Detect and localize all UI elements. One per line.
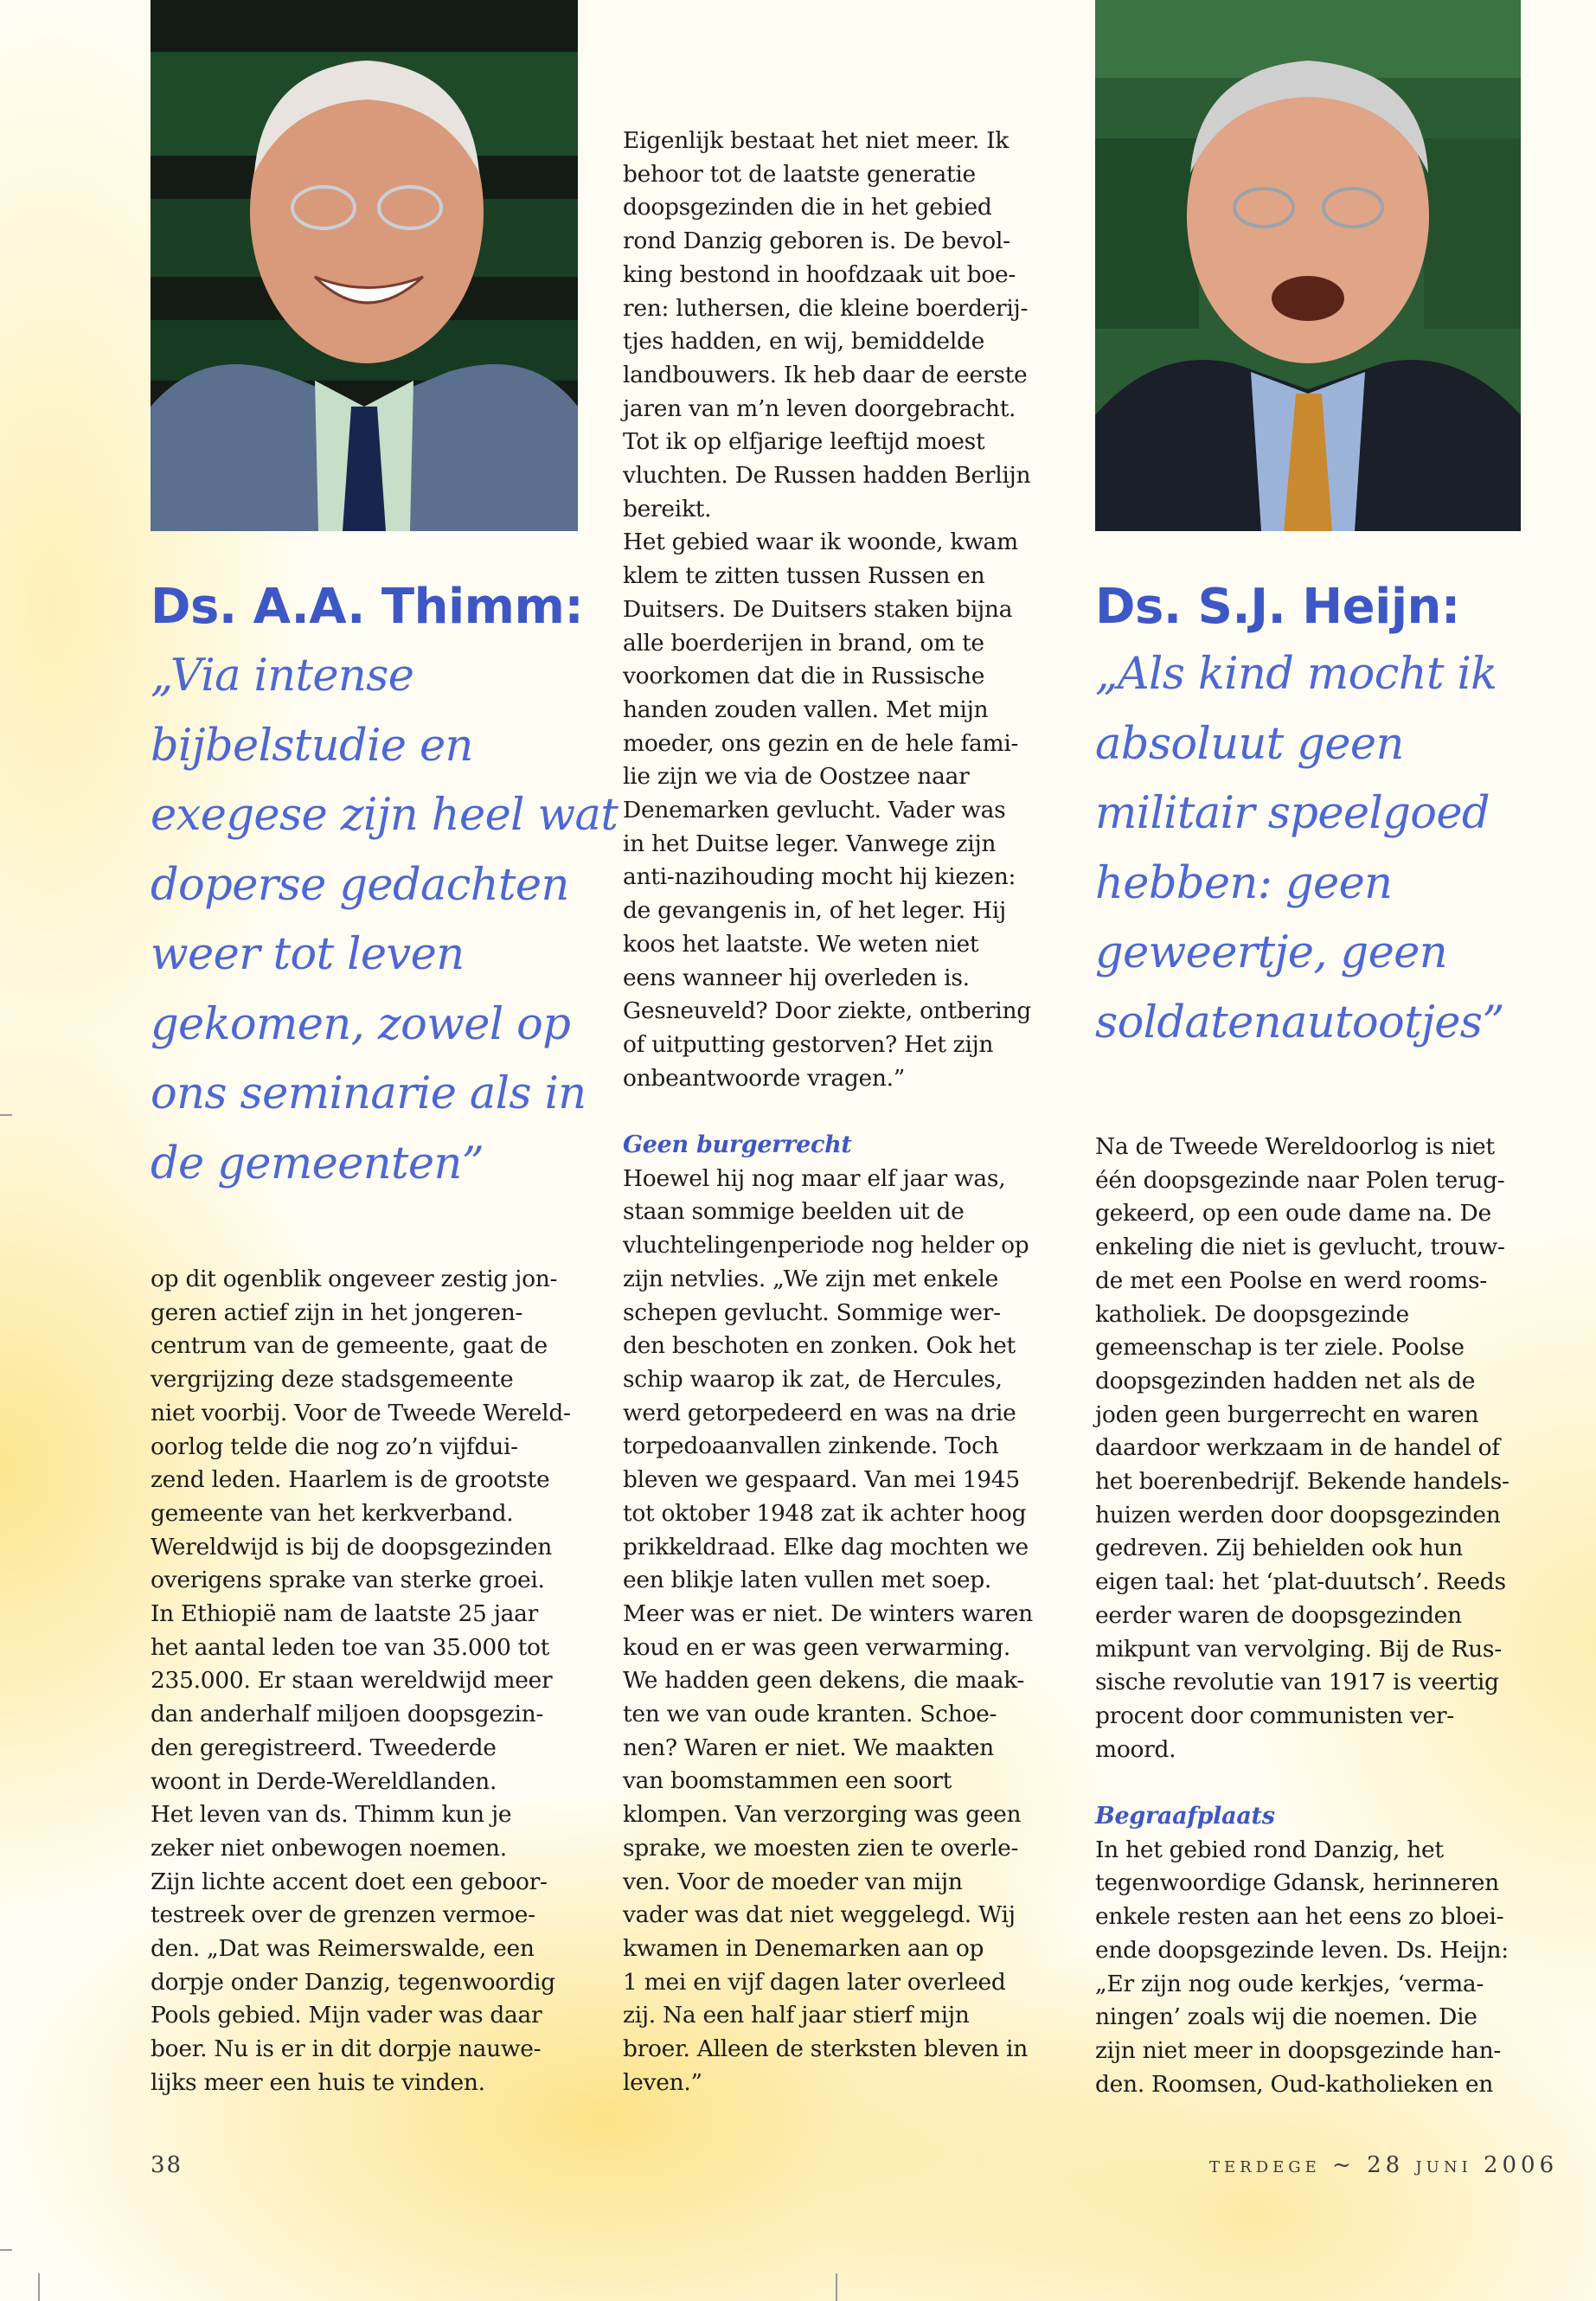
- text-line: Meer was er niet. De winters waren: [623, 1599, 1033, 1627]
- text-line: broer. Alleen de sterksten bleven in: [623, 2035, 1028, 2063]
- text-line: één doopsgezinde naar Polen terug-: [1095, 1166, 1505, 1194]
- text-line: een blikje laten vullen met soep.: [623, 1567, 992, 1594]
- text-line: woont in Derde-Wereldlanden.: [151, 1767, 497, 1795]
- text-line: overigens sprake van sterke groei.: [151, 1567, 545, 1594]
- text-line: zijn niet meer in doopsgezinde han-: [1095, 2036, 1502, 2064]
- quote-line: exegese zijn heel wat: [151, 790, 619, 841]
- text-line: tegenwoordige Gdansk, herinneren: [1095, 1869, 1499, 1897]
- text-line: We hadden geen dekens, die maak-: [623, 1667, 1025, 1695]
- text-line: geren actief zijn in het jongeren-: [151, 1298, 523, 1326]
- text-line: de gevangenis in, of het leger. Hij: [623, 897, 1006, 925]
- text-line: Duitsers. De Duitsers staken bijna: [623, 595, 1013, 623]
- text-line: het aantal leden toe van 35.000 tot: [151, 1633, 550, 1661]
- text-line: jaren van m’n leven doorgebracht.: [623, 394, 1016, 422]
- publication-footer: terdege ~ 28 juni 2006: [1209, 2152, 1559, 2178]
- article-column-2: [623, 125, 1055, 2099]
- text-line: tot oktober 1948 zat ik achter hoog: [623, 1499, 1027, 1527]
- text-line: gemeenschap is ter ziele. Poolse: [1095, 1334, 1465, 1362]
- section-subheading: Geen burgerrecht: [623, 1131, 852, 1159]
- text-line: bereikt.: [623, 495, 712, 522]
- text-line: den geregistreerd. Tweederde: [151, 1734, 497, 1761]
- text-line: eerder waren de doopsgezinden: [1095, 1601, 1462, 1629]
- text-line: centrum van de gemeente, gaat de: [151, 1332, 548, 1360]
- text-line: werd getorpedeerd en was na drie: [623, 1399, 1016, 1426]
- text-line: lie zijn we via de Oostzee naar: [623, 763, 970, 791]
- text-line: In het gebied rond Danzig, het: [1095, 1836, 1444, 1863]
- text-line: „Er zijn nog oude kerkjes, ‘verma-: [1095, 1970, 1484, 1997]
- text-line: procent door communisten ver-: [1095, 1702, 1454, 1729]
- text-line: king bestond in hoofdzaak uit boe-: [623, 260, 1016, 288]
- text-line: leven.”: [623, 2068, 702, 2096]
- text-line: daardoor werkzaam in de handel of: [1095, 1434, 1500, 1462]
- text-line: enkeling die niet is gevlucht, trouw-: [1095, 1234, 1505, 1261]
- section-subheading: Begraafplaats: [1095, 1803, 1275, 1830]
- text-line: ende doopsgezinde leven. Ds. Heijn:: [1095, 1936, 1509, 1964]
- text-line: klem te zitten tussen Russen en: [623, 562, 985, 590]
- text-line: op dit ogenblik ongeveer zestig jon-: [151, 1266, 558, 1292]
- text-line: torpedoaanvallen zinkende. Toch: [623, 1433, 999, 1460]
- text-line: niet voorbij. Voor de Tweede Wereld-: [151, 1399, 571, 1426]
- text-line: gemeente van het kerkverband.: [151, 1499, 514, 1527]
- text-line: behoor tot de laatste generatie: [623, 160, 976, 188]
- text-line: dan anderhalf miljoen doopsgezin-: [151, 1701, 544, 1728]
- text-line: koos het laatste. We weten niet: [623, 930, 979, 958]
- text-line: Denemarken gevlucht. Vader was: [623, 797, 1006, 824]
- text-line: zij. Na een half jaar stierf mijn: [623, 2002, 970, 2029]
- text-line: of uitputting gestorven? Het zijn: [623, 1030, 994, 1058]
- text-line: zijn netvlies. „We zijn met enkele: [623, 1265, 999, 1292]
- portrait-photo-heijn: [1095, 0, 1521, 531]
- crop-mark: [0, 2249, 12, 2251]
- text-line: zend leden. Haarlem is de grootste: [151, 1466, 550, 1494]
- text-line: vluchten. De Russen hadden Berlijn: [623, 462, 1031, 490]
- quote-line: absoluut geen: [1095, 718, 1404, 770]
- text-line: Wereldwijd is bij de doopsgezinden: [151, 1533, 553, 1561]
- text-line: Na de Tweede Wereldoorlog is niet: [1095, 1133, 1495, 1160]
- text-line: dorpje onder Danzig, tegenwoordig: [151, 1968, 555, 1996]
- pull-quote-thimm: [151, 642, 618, 1199]
- text-line: den. „Dat was Reimerswalde, een: [151, 1935, 535, 1963]
- text-line: nen? Waren er niet. We maakten: [623, 1734, 994, 1761]
- text-line: den beschoten en zonken. Ook het: [623, 1332, 1016, 1360]
- text-line: Pools gebied. Mijn vader was daar: [151, 2002, 542, 2029]
- quote-line: bijbelstudie en: [151, 720, 473, 772]
- text-line: landbouwers. Ik heb daar de eerste: [623, 361, 1028, 388]
- paragraph-gap: [623, 1095, 1055, 1129]
- text-line: onbeantwoorde vragen.”: [623, 1064, 906, 1092]
- quote-line: hebben: geen: [1095, 857, 1393, 909]
- article-column-1: [151, 1263, 600, 2100]
- text-line: sische revolutie van 1917 is veertig: [1095, 1669, 1499, 1696]
- text-line: schip waarop ik zat, de Hercules,: [623, 1366, 1003, 1393]
- text-line: de met een Poolse en werd rooms-: [1095, 1266, 1487, 1294]
- text-line: Tot ik op elfjarige leeftijd moest: [623, 428, 985, 456]
- pull-quote-heijn: [1095, 640, 1504, 1058]
- text-line: testreek over de grenzen vermoe-: [151, 1901, 535, 1929]
- text-line: anti-nazihouding mocht hij kiezen:: [623, 863, 1016, 891]
- text-line: boer. Nu is er in dit dorpje nauwe-: [151, 2035, 542, 2063]
- text-line: den. Roomsen, Oud-katholieken en: [1095, 2070, 1493, 2098]
- text-line: mikpunt van vervolging. Bij de Rus-: [1095, 1635, 1502, 1663]
- text-line: vader was dat niet weggelegd. Wij: [623, 1901, 1016, 1929]
- text-line: lijks meer een huis te vinden.: [151, 2068, 485, 2096]
- text-line: joden geen burgerrecht en waren: [1095, 1400, 1479, 1428]
- text-line: voorkomen dat die in Russische: [623, 663, 985, 690]
- text-line: van boomstammen een soort: [623, 1767, 952, 1795]
- text-line: 235.000. Er staan wereldwijd meer: [151, 1667, 553, 1695]
- text-line: moord.: [1095, 1735, 1176, 1763]
- text-line: Gesneuveld? Door ziekte, ontbering: [623, 997, 1031, 1025]
- text-line: bleven we gespaard. Van mei 1945: [623, 1466, 1020, 1494]
- text-line: Het leven van ds. Thimm kun je: [151, 1801, 512, 1829]
- quote-line: „Als kind mocht ik: [1095, 649, 1497, 700]
- text-line: tjes hadden, en wij, bemiddelde: [623, 328, 985, 356]
- text-line: oorlog telde die nog zo’n vijfdui-: [151, 1433, 518, 1460]
- text-line: huizen werden door doopsgezinden: [1095, 1501, 1501, 1529]
- text-line: eigen taal: het ‘plat-duutsch’. Reeds: [1095, 1568, 1506, 1596]
- quote-line: de gemeenten”: [151, 1138, 484, 1189]
- text-line: handen zouden vallen. Met mijn: [623, 695, 989, 723]
- text-line: ningen’ zoals wij die noemen. Die: [1095, 2003, 1477, 2031]
- text-line: Eigenlijk bestaat het niet meer. Ik: [623, 127, 1009, 154]
- text-line: moeder, ons gezin en de hele fami-: [623, 729, 1019, 757]
- portrait-illustration: [1095, 0, 1521, 531]
- text-line: schepen gevlucht. Sommige wer-: [623, 1298, 1001, 1326]
- text-line: 1 mei en vijf dagen later overleed: [623, 1968, 1006, 1996]
- text-line: Hoewel hij nog maar elf jaar was,: [623, 1164, 1006, 1192]
- text-line: het boerenbedrijf. Bekende handels-: [1095, 1468, 1509, 1496]
- text-line: kwamen in Denemarken aan op: [623, 1934, 984, 1962]
- quote-line: weer tot leven: [151, 929, 465, 980]
- interviewee-name-heijn: Ds. S.J. Heijn:: [1095, 579, 1460, 635]
- text-line: zeker niet onbewogen noemen.: [151, 1834, 507, 1862]
- quote-line: soldatenautootjes”: [1095, 997, 1504, 1048]
- text-line: gedreven. Zij behielden ook hun: [1095, 1535, 1463, 1562]
- text-line: in het Duitse leger. Vanwege zijn: [623, 830, 997, 857]
- text-line: ven. Voor de moeder van mijn: [623, 1868, 963, 1895]
- text-line: staan sommige beelden uit de: [623, 1198, 965, 1226]
- text-line: sprake, we moesten zien te overle-: [623, 1834, 1019, 1862]
- crop-mark: [38, 2273, 40, 2301]
- paragraph-gap: [1095, 1766, 1528, 1800]
- text-line: eens wanneer hij overleden is.: [623, 964, 970, 991]
- quote-line: „Via intense: [151, 651, 414, 702]
- article-column-3: [1095, 1131, 1528, 2101]
- quote-line: geweertje, geen: [1095, 927, 1447, 978]
- text-line: vergrijzing deze stadsgemeente: [151, 1366, 514, 1394]
- text-line: katholiek. De doopsgezinde: [1095, 1300, 1409, 1328]
- quote-line: militair speelgoed: [1095, 788, 1490, 839]
- text-line: ten we van oude kranten. Schoe-: [623, 1701, 997, 1728]
- text-line: klompen. Van verzorging was geen: [623, 1801, 1022, 1829]
- text-line: koud en er was geen verwarming.: [623, 1633, 1010, 1661]
- text-line: enkele resten aan het eens zo bloei-: [1095, 1903, 1504, 1931]
- portrait-illustration: [151, 0, 578, 531]
- quote-line: gekomen, zowel op: [151, 998, 571, 1050]
- text-line: alle boerderijen in brand, om te: [623, 629, 984, 657]
- quote-line: ons seminarie als in: [151, 1068, 586, 1119]
- crop-mark: [836, 2273, 837, 2301]
- interviewee-name-thimm: Ds. A.A. Thimm:: [151, 579, 584, 635]
- portrait-photo-thimm: [151, 0, 578, 531]
- quote-line: doperse gedachten: [151, 859, 569, 911]
- text-line: ren: luthersen, die kleine boerderij-: [623, 294, 1029, 322]
- text-line: rond Danzig geboren is. De bevol-: [623, 228, 1010, 255]
- text-line: Zijn lichte accent doet een geboor-: [151, 1868, 548, 1895]
- text-line: doopsgezinden hadden net als de: [1095, 1367, 1476, 1394]
- text-line: vluchtelingenperiode nog helder op: [623, 1232, 1029, 1259]
- page-number: 38: [151, 2152, 183, 2178]
- text-line: Het gebied waar ik woonde, kwam: [623, 529, 1018, 556]
- text-line: doopsgezinden die in het gebied: [623, 194, 992, 221]
- text-line: gekeerd, op een oude dame na. De: [1095, 1200, 1491, 1227]
- text-line: In Ethiopië nam de laatste 25 jaar: [151, 1600, 538, 1628]
- text-line: prikkeldraad. Elke dag mochten we: [623, 1533, 1029, 1561]
- crop-mark: [0, 1114, 12, 1116]
